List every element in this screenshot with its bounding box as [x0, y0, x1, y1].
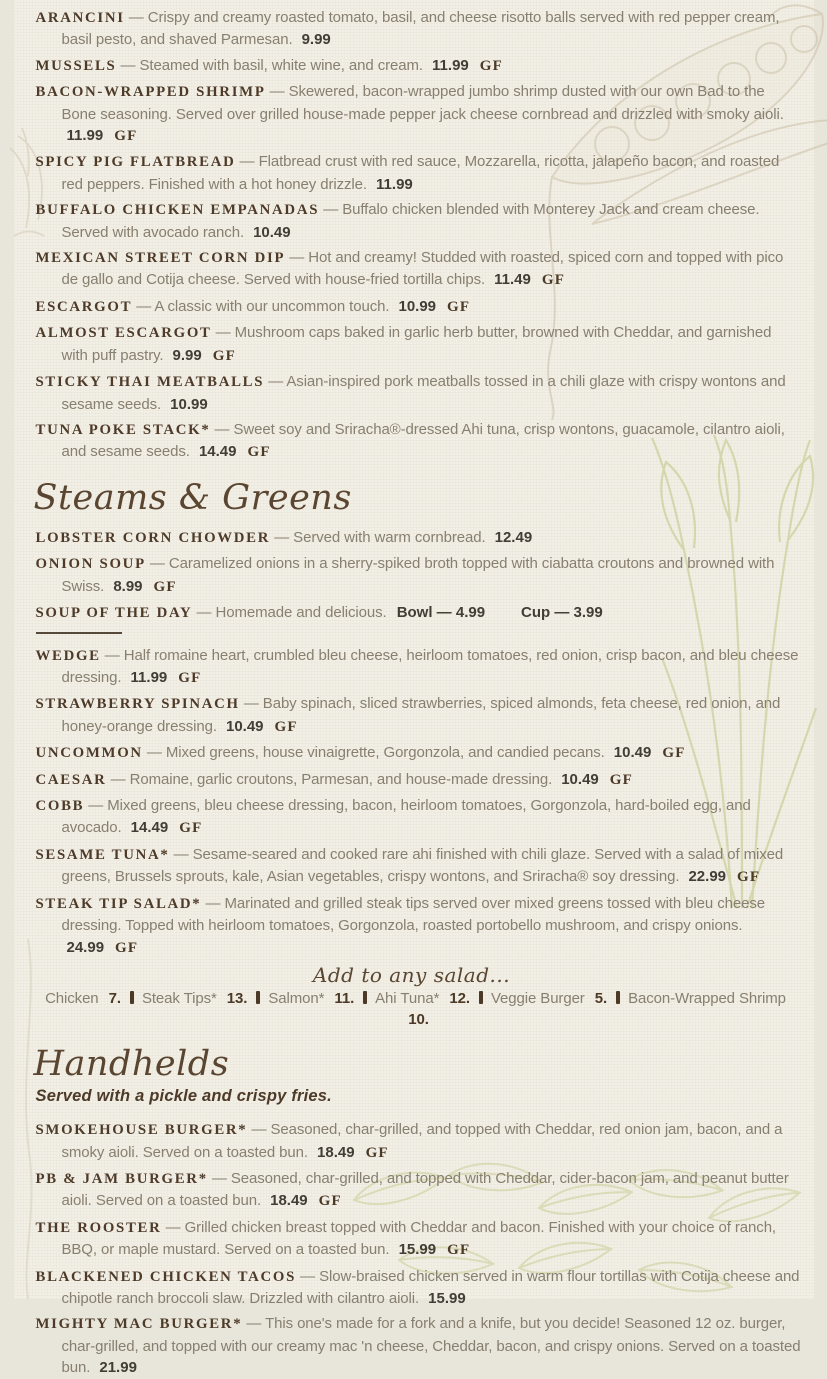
item-dash: — — [236, 153, 259, 170]
section-steams-and-greens — [36, 478, 802, 1030]
gluten-free-badge: GF — [114, 128, 137, 144]
menu-item — [36, 247, 802, 292]
addon-price: 13. — [223, 990, 248, 1007]
item-dash: — — [319, 201, 342, 218]
gluten-free-badge: GF — [179, 820, 202, 836]
item-dash: — — [116, 57, 139, 74]
steams-greens-heading: Steams & Greens — [34, 478, 802, 519]
item-description: Romaine, garlic croutons, Parmesan, and house-made dressing. — [130, 771, 557, 788]
item-price: 8.99 — [113, 578, 142, 595]
item-description: Flatbread crust with red sauce, Mozzarella, ricotta, jalapeño bacon, and roasted red peppers. Finished with a hot honey drizzle. — [62, 153, 780, 192]
item-description: Served with warm cornbread. — [293, 529, 489, 546]
item-description: Skewered, bacon-wrapped jumbo shrimp dusted with our own Bad to the Bone seasoning. Served over grilled house-made pepper jack cheese cornbread and drizzled with smoky aioli. — [62, 83, 784, 122]
item-dash: — — [125, 9, 148, 26]
addon-price: 11. — [330, 990, 354, 1007]
item-dash: — — [192, 604, 215, 621]
item-description: Marinated and grilled steak tips served over mixed greens tossed with bleu cheese dressing. Topped with heirloom tomatoes, Gorgonzola, roasted portobello mushroom, and crispy onions. — [62, 895, 765, 934]
item-name: ESCARGOT — [36, 299, 133, 315]
item-dash: — — [285, 249, 308, 266]
menu-item — [36, 151, 802, 195]
item-dash: — — [296, 1268, 319, 1285]
item-description: Slow-braised chicken served in warm flour tortillas with Cotija cheese and chipotle ranch broccoli slaw. Drizzled with cilantro aioli. — [62, 1268, 800, 1307]
soups-item-list — [36, 527, 802, 625]
item-name: MUSSELS — [36, 58, 117, 74]
menu-item — [36, 795, 802, 840]
gluten-free-badge: GF — [248, 444, 271, 460]
handhelds-tagline: Served with a pickle and crispy fries. — [36, 1087, 802, 1106]
starters-item-list — [36, 7, 802, 464]
addon-price: 5. — [591, 990, 607, 1007]
item-description: Homemade and delicious. — [215, 604, 390, 621]
item-price: 18.49 — [270, 1192, 308, 1209]
item-name: CAESAR — [36, 772, 107, 788]
gluten-free-badge: GF — [447, 1242, 470, 1258]
item-dash: — — [107, 771, 130, 788]
item-name: ARANCINI — [36, 10, 125, 26]
item-price: 10.49 — [226, 718, 264, 735]
gluten-free-badge: GF — [319, 1193, 342, 1209]
menu-item — [36, 1266, 802, 1310]
menu-item — [36, 7, 802, 51]
item-price: 10.99 — [170, 396, 208, 413]
separator-bar — [363, 991, 367, 1004]
separator-bar — [479, 991, 483, 1004]
item-price: 18.49 — [317, 1144, 355, 1161]
item-name: BLACKENED CHICKEN TACOS — [36, 1269, 297, 1285]
menu-item — [36, 1217, 802, 1262]
gluten-free-badge: GF — [662, 745, 685, 761]
item-price: 22.99 — [688, 868, 726, 885]
addon-price: 7. — [105, 990, 121, 1007]
item-name: WEDGE — [36, 648, 101, 664]
item-name: SPICY PIG FLATBREAD — [36, 154, 236, 170]
menu-page — [14, 0, 814, 1299]
item-dash: — — [162, 1219, 185, 1236]
gluten-free-badge: GF — [737, 869, 760, 885]
item-price: 11.99 — [67, 127, 104, 144]
item-price: 10.49 — [561, 771, 599, 788]
item-name: MIGHTY MAC BURGER* — [36, 1316, 243, 1332]
section-starters — [36, 7, 802, 464]
menu-item — [36, 1168, 802, 1213]
item-name: ALMOST ESCARGOT — [36, 325, 212, 341]
menu-item — [36, 769, 802, 791]
addon-price: 12. — [445, 990, 470, 1007]
item-name: UNCOMMON — [36, 745, 143, 761]
addon-label: Chicken — [45, 990, 99, 1007]
menu-content — [14, 0, 814, 1379]
item-description: Seasoned, char-grilled, and topped with Cheddar, cider-bacon jam, and peanut butter aioli. Served on a toasted bun. — [62, 1170, 789, 1209]
separator-bar — [256, 991, 260, 1004]
addon-label: Steak Tips* — [142, 990, 217, 1007]
menu-item — [36, 1313, 802, 1378]
item-price: 10.49 — [614, 744, 652, 761]
item-description: Mixed greens, bleu cheese dressing, bacon, heirloom tomatoes, Gorgonzola, hard-boiled egg, and avocado. — [62, 797, 751, 836]
item-dash: — — [212, 324, 235, 341]
menu-item — [36, 553, 802, 598]
handhelds-item-list — [36, 1119, 802, 1378]
gluten-free-badge: GF — [447, 299, 470, 315]
menu-item — [36, 81, 802, 147]
menu-item — [36, 419, 802, 464]
menu-item — [36, 371, 802, 415]
gluten-free-badge: GF — [480, 58, 503, 74]
item-description: Sesame-seared and cooked rare ahi finished with chili glaze. Served with a salad of mixed greens, Brussels sprouts, kale, Asian vegetables, crispy wontons, and Sriracha® soy dressing. — [62, 846, 784, 885]
addon-price: 10. — [408, 1011, 429, 1028]
item-name: LOBSTER CORN CHOWDER — [36, 530, 271, 546]
item-name: PB & JAM BURGER* — [36, 1171, 208, 1187]
item-name: STRAWBERRY SPINACH — [36, 696, 240, 712]
item-price: 15.99 — [428, 1290, 466, 1307]
item-price: 14.49 — [199, 443, 237, 460]
item-name: COBB — [36, 798, 85, 814]
item-price: 21.99 — [99, 1359, 137, 1376]
item-name: ONION SOUP — [36, 556, 146, 572]
item-price: 14.49 — [131, 819, 169, 836]
menu-item — [36, 893, 802, 959]
separator-bar — [130, 991, 134, 1004]
separator-bar — [616, 991, 620, 1004]
menu-item — [36, 742, 802, 764]
item-price: 9.99 — [302, 31, 331, 48]
addon-label: Salmon* — [268, 990, 324, 1007]
menu-item — [36, 693, 802, 738]
item-dash: — — [101, 647, 124, 664]
item-name: SMOKEHOUSE BURGER* — [36, 1122, 248, 1138]
salads-item-list — [36, 645, 802, 959]
menu-item — [36, 55, 802, 77]
gluten-free-badge: GF — [115, 940, 138, 956]
item-dash: — — [264, 373, 286, 390]
item-description: Caramelized onions in a sherry-spiked broth topped with ciabatta croutons and browned with Swiss. — [62, 555, 775, 594]
item-description: Buffalo chicken blended with Monterey Jack and cream cheese. Served with avocado ranch. — [62, 201, 760, 240]
item-description: Seasoned, char-grilled, and topped with Cheddar, red onion jam, bacon, and a smoky aioli. Served on a toasted bun. — [62, 1121, 783, 1160]
item-description: Hot and creamy! Studded with roasted, spiced corn and topped with pico de gallo and Cotija cheese. Served with house-fried tortilla chips. — [62, 249, 784, 288]
item-price: 12.49 — [495, 529, 533, 546]
item-name: SOUP OF THE DAY — [36, 605, 193, 621]
item-price: 11.99 — [432, 57, 469, 74]
item-dash: — — [143, 744, 166, 761]
salad-addons-line — [36, 988, 802, 1030]
salad-addons-heading: Add to any salad... — [36, 963, 788, 987]
item-description: Baby spinach, sliced strawberries, spiced almonds, feta cheese, red onion, and honey-orange dressing. — [62, 695, 781, 734]
gluten-free-badge: GF — [154, 579, 177, 595]
item-name: TUNA POKE STACK* — [36, 422, 211, 438]
item-name: STEAK TIP SALAD* — [36, 896, 202, 912]
menu-item — [36, 844, 802, 889]
addon-label: Ahi Tuna* — [375, 990, 439, 1007]
item-price: 9.99 — [173, 347, 202, 364]
item-price: 15.99 — [399, 1241, 437, 1258]
menu-item — [36, 199, 802, 243]
item-size-price: Cup — 3.99 — [521, 604, 603, 621]
item-price: 11.99 — [376, 176, 413, 193]
item-dash: — — [210, 421, 233, 438]
menu-item — [36, 296, 802, 318]
item-name: THE ROOSTER — [36, 1220, 162, 1236]
item-description: Asian-inspired pork meatballs tossed in a chili glaze with crispy wontons and sesame seeds. — [62, 373, 786, 412]
item-dash: — — [146, 555, 169, 572]
item-dash: — — [208, 1170, 231, 1187]
handhelds-heading: Handhelds — [34, 1044, 802, 1085]
item-dash: — — [266, 83, 289, 100]
gluten-free-badge: GF — [275, 719, 298, 735]
section-handhelds — [36, 1044, 802, 1379]
menu-item — [36, 602, 802, 624]
item-price: 11.99 — [131, 669, 168, 686]
addon-label: Veggie Burger — [491, 990, 585, 1007]
addon-label: Bacon-Wrapped Shrimp — [628, 990, 786, 1007]
menu-item — [36, 645, 802, 690]
item-description: Grilled chicken breast topped with Cheddar and bacon. Finished with your choice of ranch, BBQ, or maple mustard. Served on a toasted bun. — [62, 1219, 777, 1258]
item-price: 24.99 — [67, 939, 105, 956]
item-dash: — — [270, 529, 293, 546]
soup-salad-divider — [36, 632, 122, 634]
item-size-price: Bowl — 4.99 — [397, 604, 485, 621]
item-description: Half romaine heart, crumbled bleu cheese, heirloom tomatoes, red onion, crisp bacon, and bleu cheese dressing. — [62, 647, 799, 686]
gluten-free-badge: GF — [610, 772, 633, 788]
menu-item — [36, 322, 802, 367]
item-name: MEXICAN STREET CORN DIP — [36, 250, 286, 266]
item-dash: — — [201, 895, 224, 912]
item-dash: — — [132, 298, 154, 315]
item-price: 10.99 — [398, 298, 436, 315]
gluten-free-badge: GF — [178, 670, 201, 686]
item-name: BACON-WRAPPED SHRIMP — [36, 84, 266, 100]
item-dash: — — [170, 846, 193, 863]
gluten-free-badge: GF — [542, 272, 565, 288]
item-description: A classic with our uncommon touch. — [154, 298, 393, 315]
item-dash: — — [247, 1121, 270, 1138]
item-description: Mushroom caps baked in garlic herb butter, browned with Cheddar, and garnished with puff pastry. — [62, 324, 772, 363]
item-name: SESAME TUNA* — [36, 847, 170, 863]
item-name: STICKY THAI MEATBALLS — [36, 374, 265, 390]
item-price: 10.49 — [253, 224, 291, 241]
item-price: 11.49 — [494, 271, 531, 288]
item-dash: — — [242, 1315, 265, 1332]
item-description: Sweet soy and Sriracha®-dressed Ahi tuna, crisp wontons, guacamole, cilantro aioli, and sesame seeds. — [62, 421, 785, 460]
gluten-free-badge: GF — [366, 1145, 389, 1161]
item-name: BUFFALO CHICKEN EMPANADAS — [36, 202, 320, 218]
menu-item — [36, 527, 802, 549]
item-dash: — — [84, 797, 107, 814]
gluten-free-badge: GF — [213, 348, 236, 364]
item-dash: — — [240, 695, 263, 712]
item-description: Steamed with basil, white wine, and cream. — [140, 57, 428, 74]
item-description: Mixed greens, house vinaigrette, Gorgonzola, and candied pecans. — [166, 744, 609, 761]
item-description: This one's made for a fork and a knife, but you decide! Seasoned 12 oz. burger, char-grilled, and topped with our creamy mac 'n cheese, Cheddar, bacon, and crispy onions. Served on a toasted bun. — [62, 1315, 801, 1376]
item-description: Crispy and creamy roasted tomato, basil, and cheese risotto balls served with red pepper cream, basil pesto, and shaved Parmesan. — [62, 9, 780, 48]
menu-item — [36, 1119, 802, 1164]
